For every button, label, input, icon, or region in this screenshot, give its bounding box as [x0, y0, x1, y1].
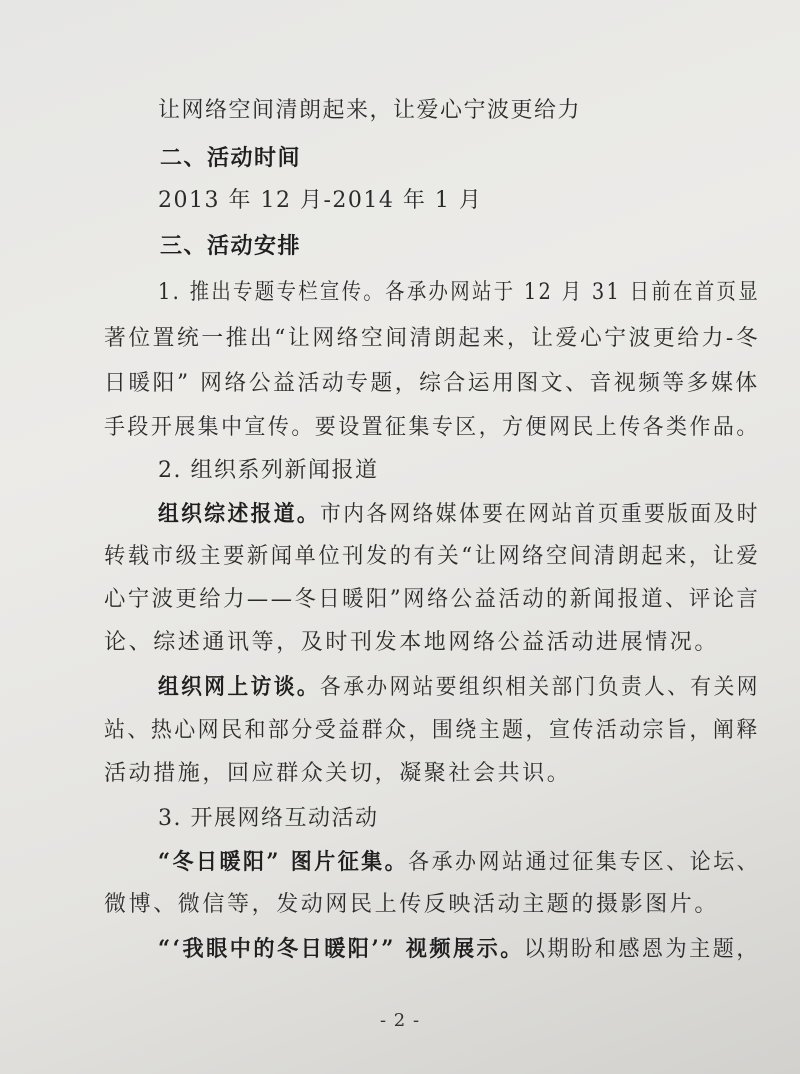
item3-paragraph2-first-line	[158, 934, 760, 965]
item2-paragraph1-line: 转载市级主要新闻单位刊发的有关“让网络空间清朗起来，让爱	[104, 544, 761, 569]
item2-paragraph1-lead: 组织综述报道。	[158, 501, 321, 527]
item2-heading: 2. 组织系列新闻报道	[158, 458, 379, 483]
activity-period: 2013 年 12 月-2014 年 1 月	[158, 188, 483, 213]
item2-paragraph1-first-line	[158, 499, 760, 530]
item2-paragraph1-line: 论、综述通讯等，及时刊发本地网络公益活动进展情况。	[104, 630, 720, 655]
item3-paragraph2-lead: “‘我眼中的冬日暖阳’” 视频展示。	[158, 936, 524, 962]
item1-line: 1. 推出专题专栏宣传。各承办网站于 12 月 31 日前在首页显	[158, 280, 760, 305]
page-number: - 2 -	[379, 1010, 421, 1031]
item2-paragraph2-line: 活动措施，回应群众关切，凝聚社会共识。	[104, 761, 572, 786]
item1-line: 日暖阳” 网络公益活动专题，综合运用图文、音视频等多媒体	[104, 371, 760, 396]
item2-paragraph2-lead: 组织网上访谈。	[158, 674, 321, 700]
item3-paragraph1-text: 各承办网站通过征集专区、论坛、	[408, 850, 761, 875]
section-heading-time: 二、活动时间	[160, 145, 302, 171]
item3-paragraph1-lead: “冬日暖阳” 图片征集。	[158, 849, 409, 875]
item3-paragraph2-text: 以期盼和感恩为主题，	[523, 937, 761, 962]
section-heading-arrangement: 三、活动安排	[160, 233, 302, 259]
item2-paragraph2-first-line	[158, 672, 760, 703]
item3-paragraph1-line: 微博、微信等，发动网民上传反映活动主题的摄影图片。	[104, 892, 720, 917]
item2-paragraph1-line: 心宁波更给力——冬日暖阳”网络公益活动的新闻报道、评论言	[104, 587, 761, 612]
item2-paragraph2-text: 各承办网站要组织相关部门负责人、有关网	[320, 675, 760, 700]
item1-line: 著位置统一推出“让网络空间清朗起来，让爱心宁波更给力-冬	[104, 326, 761, 351]
item2-paragraph1-text: 市内各网络媒体要在网站首页重要版面及时	[320, 502, 760, 527]
item3-heading: 3. 开展网络互动活动	[158, 806, 379, 831]
item2-paragraph2-line: 站、热心网民和部分受益群众，围绕主题，宣传活动宗旨，阐释	[104, 718, 760, 743]
item1-line: 手段开展集中宣传。要设置征集专区，方便网民上传各类作品。	[104, 415, 760, 440]
item3-paragraph1-first-line	[158, 847, 760, 878]
slogan-line: 让网络空间清朗起来，让爱心宁波更给力	[158, 98, 582, 123]
